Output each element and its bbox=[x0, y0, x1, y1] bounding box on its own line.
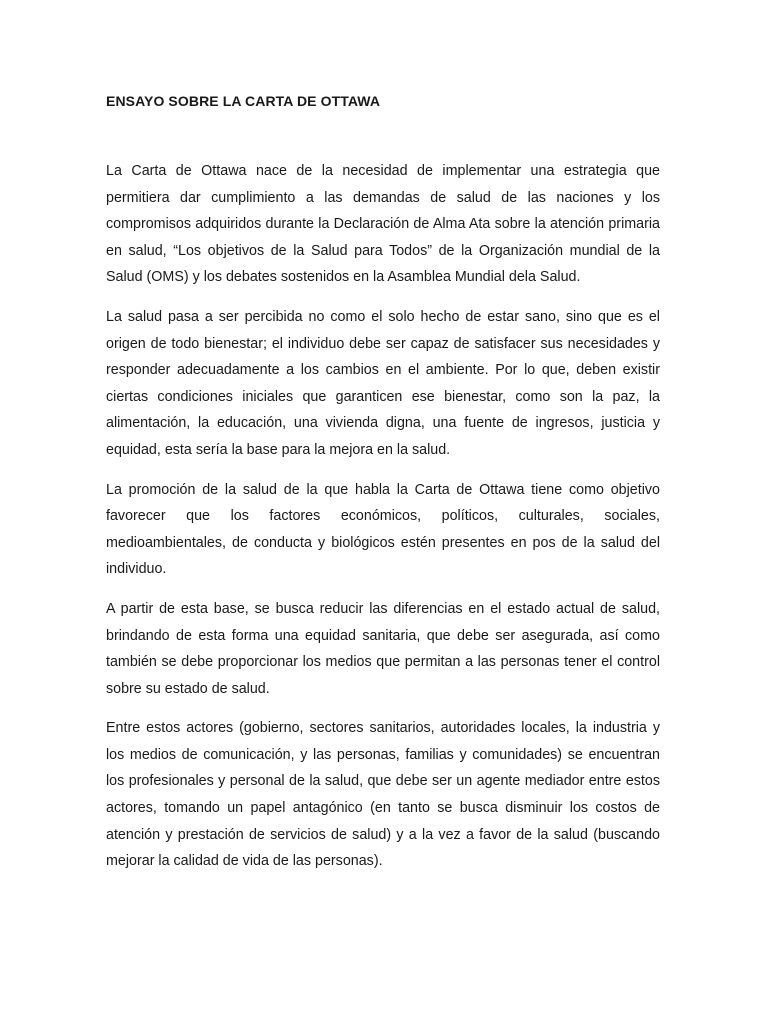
paragraph-2: La salud pasa a ser percibida no como el solo hecho de estar sano, sino que es el origen de todo bienestar; el individuo debe ser capaz de satisfacer sus necesidades y responder adecuadamente a los cambios en el ambiente. Por lo que, deben existir ciertas condiciones iniciales que garanticen ese bienestar, como son la paz, la alimentación, la educación, una vivienda digna, una fuente de ingresos, justicia y equidad, esta sería la base para la mejora en la salud. bbox=[106, 308, 660, 458]
paragraph-4: A partir de esta base, se busca reducir las diferencias en el estado actual de salud, brindando de esta forma una equidad sanitaria, que debe ser asegurada, así como también se debe proporcionar los medios que permitan a las personas tener el control sobre su estado de salud. bbox=[106, 600, 660, 697]
document-body bbox=[106, 158, 660, 875]
document-title: ENSAYO SOBRE LA CARTA DE OTTAWA bbox=[106, 93, 381, 109]
paragraph-5: Entre estos actores (gobierno, sectores sanitarios, autoridades locales, la industria y los medios de comunicación, y las personas, familias y comunidades) se encuentran los profesionales y personal de la salud, que debe ser un agente mediador entre estos actores, tomando un papel antagónico (en tanto se busca disminuir los costos de atención y prestación de servicios de salud) y a la vez a favor de la salud (buscando mejorar la calidad de vida de las personas). bbox=[106, 720, 660, 870]
paragraph-3: La promoción de la salud de la que habla la Carta de Ottawa tiene como objetivo favorecer que los factores económicos, políticos, culturales, sociales, medioambientales, de conducta y biológicos estén presentes en pos de la salud del individuo. bbox=[106, 481, 660, 578]
paragraph-1: La Carta de Ottawa nace de la necesidad de implementar una estrategia que permitiera dar cumplimiento a las demandas de salud de las naciones y los compromisos adquiridos durante la Declaración de Alma Ata sobre la atención primaria en salud, “Los objetivos de la Salud para Todos” de la Organización mundial de la Salud (OMS) y los debates sostenidos en la Asamblea Mundial dela Salud. bbox=[106, 163, 660, 286]
